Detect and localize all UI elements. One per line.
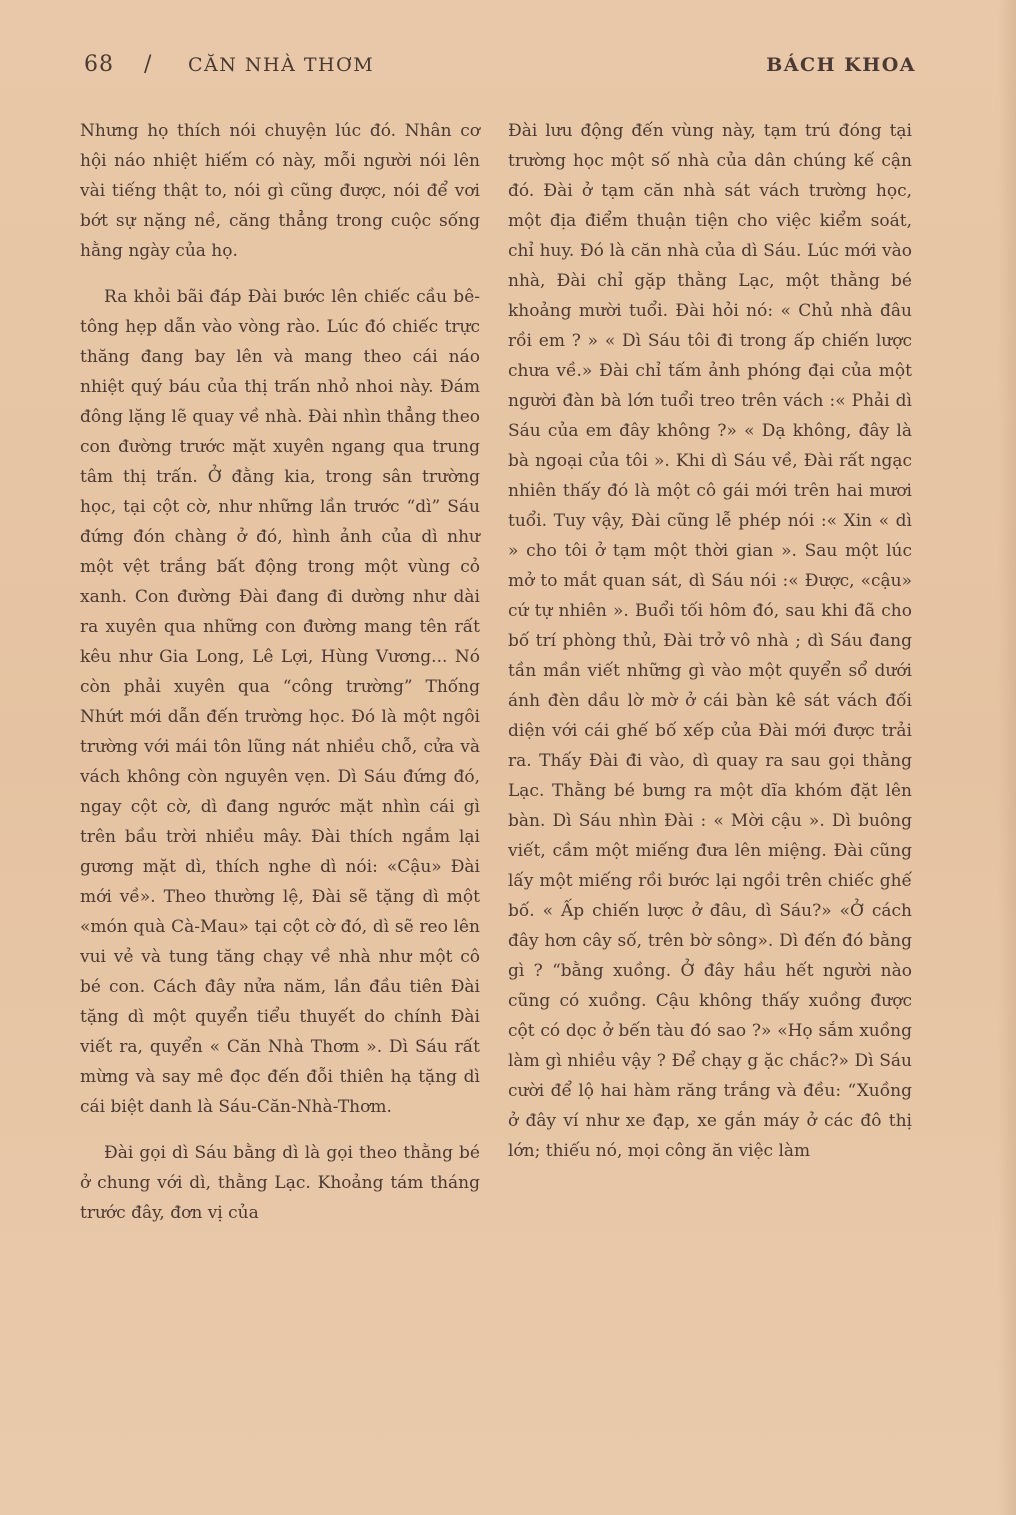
page-number: 68 <box>84 52 114 77</box>
right-column <box>508 116 912 1182</box>
paragraph: Nhưng họ thích nói chuyện lúc đó. Nhân cơ hội náo nhiệt hiếm có này, mỗi người nói lên vài tiếng thật to, nói gì cũng được, nói để vơi bớt sự nặng nề, căng thẳng trong cuộc sống hằng ngày của họ. <box>80 121 480 261</box>
left-column <box>80 116 480 1244</box>
journal-name: BÁCH KHOA <box>766 54 916 76</box>
paragraph: Ra khỏi bãi đáp Đài bước lên chiếc cầu bê-tông hẹp dẫn vào vòng rào. Lúc đó chiếc trực thăng đang bay lên và mang theo cái náo nhiệt quý báu của thị trấn nhỏ nhoi này. Đám đông lặng lẽ quay về nhà. Đài nhìn thẳng theo con đường trước mặt xuyên ngang qua trung tâm thị trấn. Ở đằng kia, trong sân trường học, tại cột cờ, như những lần trước “dì” Sáu đứng đón chàng ở đó, hình ảnh của dì như một vệt trắng bất động trong một vùng cỏ xanh. Con đường Đài đang đi dường như dài ra xuyên qua những con đường mang tên rất kêu như Gia Long, Lê Lợi, Hùng Vương... Nó còn phải xuyên qua “công trường” Thống Nhứt mới dẫn đến trường học. Đó là một ngôi trường với mái tôn lũng nát nhiều chỗ, cửa và vách không còn nguyên vẹn. Dì Sáu đứng đó, ngay cột cờ, dì đang ngước mặt nhìn cái gì trên bầu trời nhiều mây. Đài thích ngắm lại gương mặt dì, thích nghe dì nói: «Cậu» Đài mới về». Theo thường lệ, Đài sẽ tặng dì một «món quà Cà-Mau» tại cột cờ đó, dì sẽ reo lên vui vẻ và tung tăng chạy về nhà như một cô bé con. Cách đây nửa năm, lần đầu tiên Đài tặng dì một quyển tiểu thuyết do chính Đài viết ra, quyển « Căn Nhà Thơm ». Dì Sáu rất mừng và say mê đọc đến đỗi thiên hạ tặng dì cái biệt danh là Sáu-Căn-Nhà-Thơm. <box>80 287 480 1117</box>
header-separator: / <box>144 52 152 77</box>
paragraph: Đài lưu động đến vùng này, tạm trú đóng tại trường học một số nhà của dân chúng kế cận đó. Đài ở tạm căn nhà sát vách trường học, một địa điểm thuận tiện cho việc kiểm soát, chỉ huy. Đó là căn nhà của dì Sáu. Lúc mới vào nhà, Đài chỉ gặp thằng Lạc, một thằng bé khoảng mười tuổi. Đài hỏi nó: « Chủ nhà đâu rồi em ? » « Dì Sáu tôi đi trong ấp chiến lược chưa về.» Đài chỉ tấm ảnh phóng đại của một người đàn bà lớn tuổi treo trên vách :« Phải dì Sáu của em đây không ?» « Dạ không, đây là bà ngoại của tôi ». Khi dì Sáu về, Đài rất ngạc nhiên thấy đó là một cô gái mới trên hai mươi tuổi. Tuy vậy, Đài cũng lễ phép nói :« Xin « dì » cho tôi ở tạm một thời gian ». Sau một lúc mở to mắt quan sát, dì Sáu nói :« Được, «cậu» cứ tự nhiên ». Buổi tối hôm đó, sau khi đã cho bố trí phòng thủ, Đài trở vô nhà ; dì Sáu đang tần mần viết những gì vào một quyển sổ dưới ánh đèn dầu lờ mờ ở cái bàn kê sát vách đối diện với cái ghế bố xếp của Đài mới được trải ra. Thấy Đài đi vào, dì quay ra sau gọi thằng Lạc. Thằng bé bưng ra một dĩa khóm đặt lên bàn. Dì Sáu nhìn Đài : « Mời cậu ». Dì buông viết, cầm một miếng đưa lên miệng. Đài cũng lấy một miếng rồi bước lại ngồi trên chiếc ghế bố. « Ấp chiến lược ở đâu, dì Sáu?» «Ở cách đây hơn cây số, trên bờ sông». Dì đến đó bằng gì ? “bằng xuồng. Ở đây hầu hết người nào cũng có xuồng. Cậu không thấy xuồng được cột có dọc ở bến tàu đó sao ?» «Họ sắm xuồng làm gì nhiều vậy ? Để chạy g ặc chắc?» Dì Sáu cười để lộ hai hàm răng trắng và đều: “Xuồng ở đây ví như xe đạp, xe gắn máy ở các đô thị lớn; thiếu nó, mọi công ăn việc làm <box>508 121 912 1161</box>
page-edge-shadow <box>998 0 1016 1515</box>
running-title: CĂN NHÀ THƠM <box>188 54 375 76</box>
paragraph: Đài gọi dì Sáu bằng dì là gọi theo thằng bé ở chung với dì, thằng Lạc. Khoảng tám tháng trước đây, đơn vị của <box>80 1143 480 1223</box>
page-header <box>84 52 916 86</box>
